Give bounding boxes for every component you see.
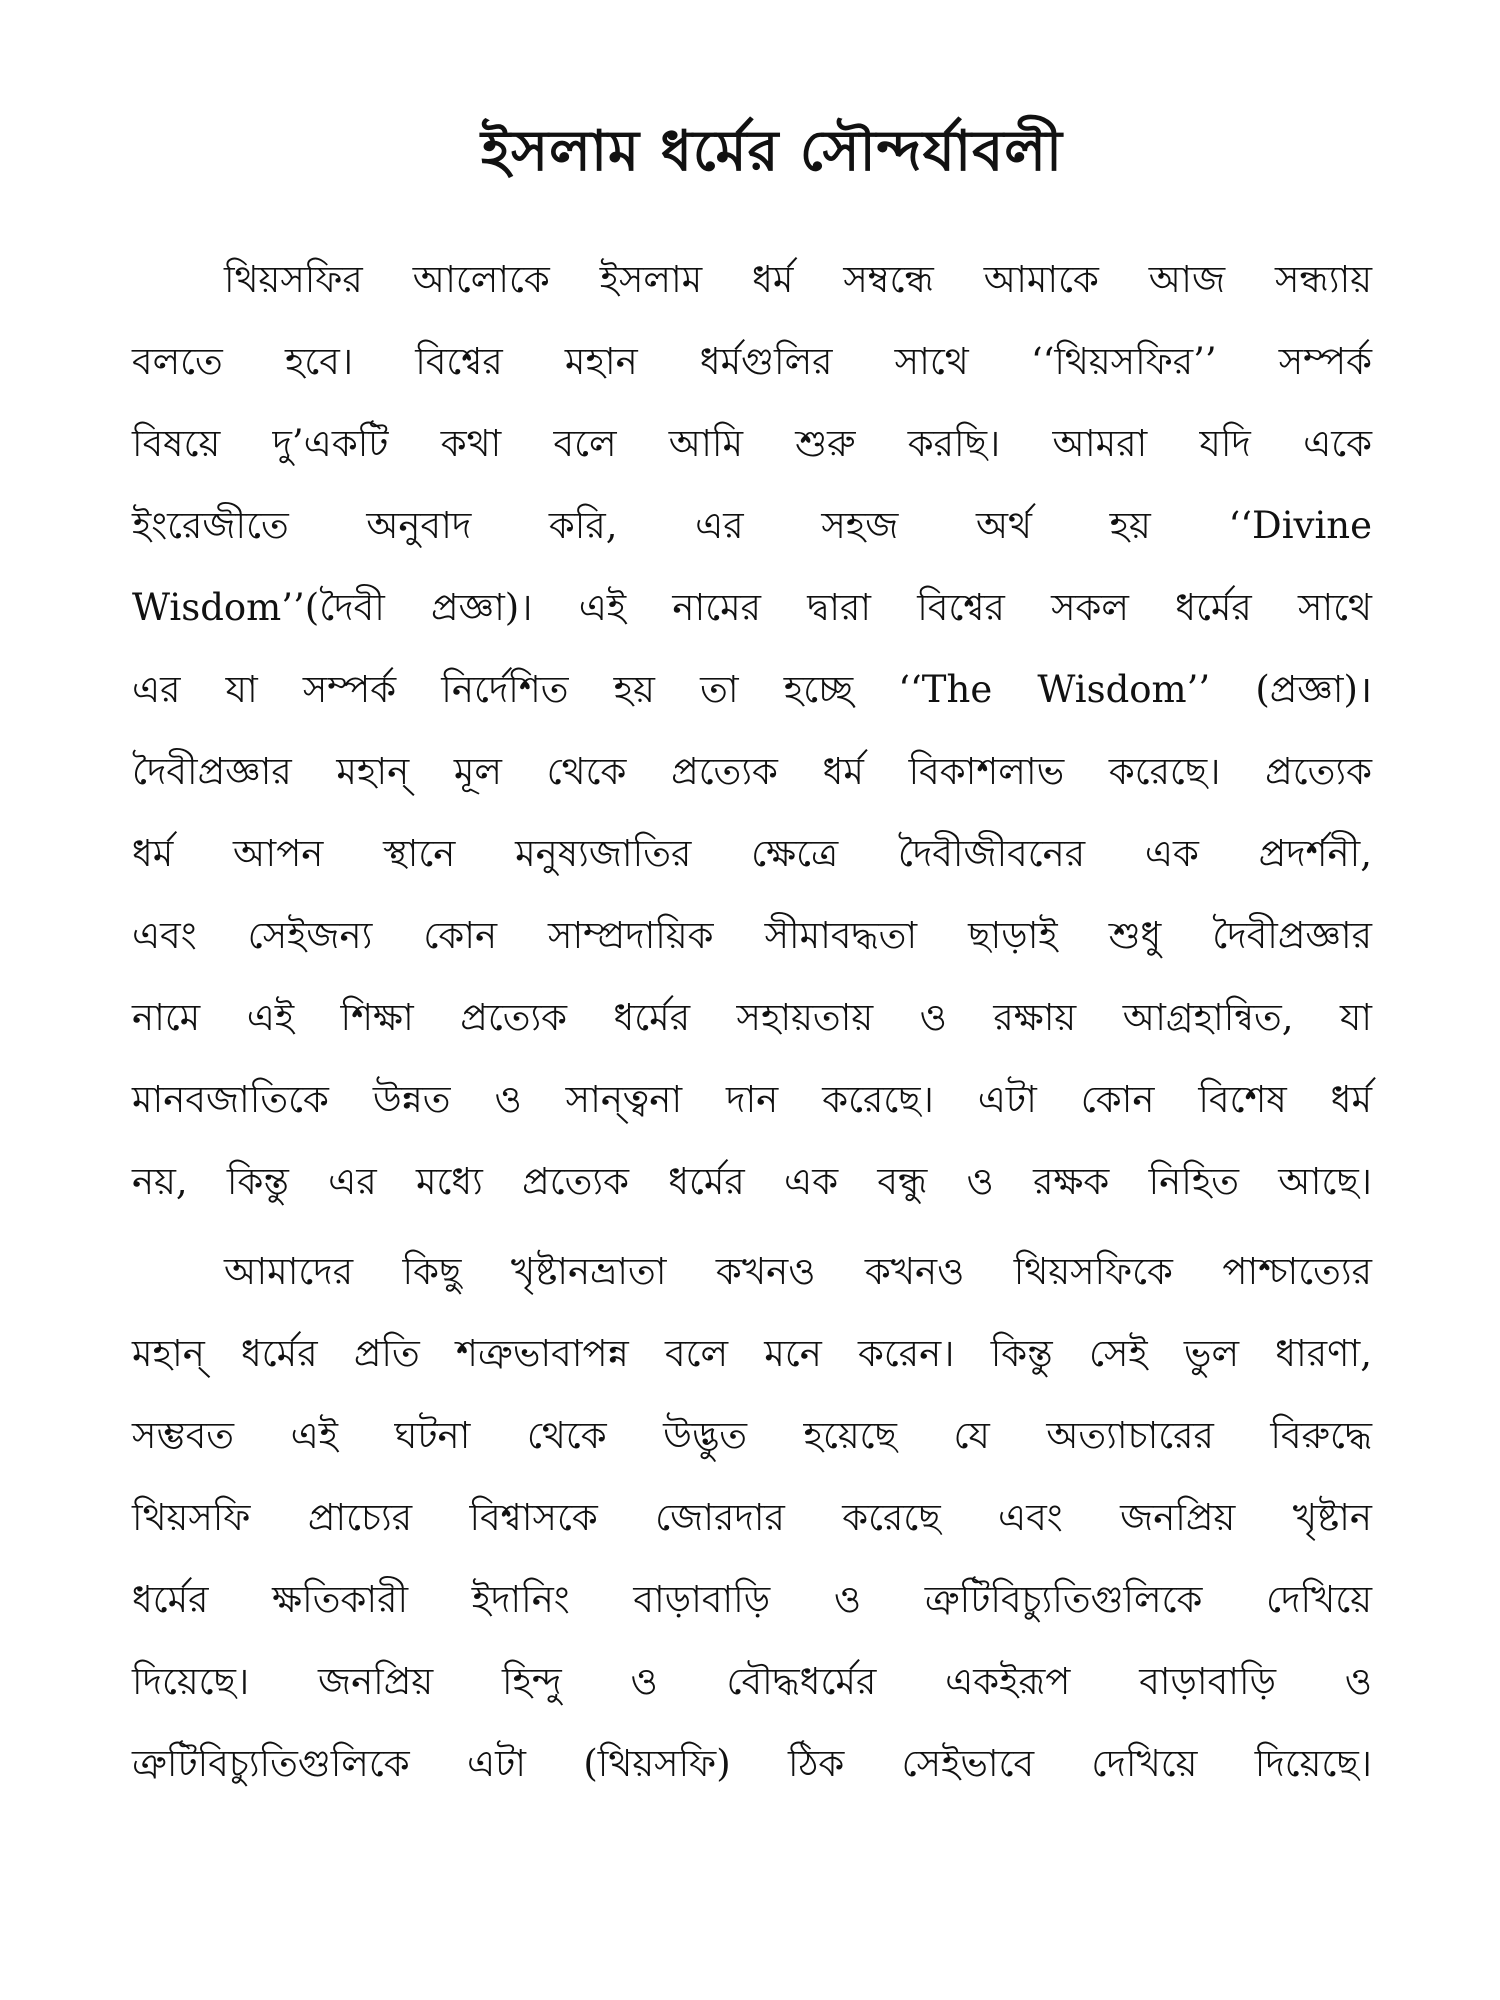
text-line: আমাদের কিছু খৃষ্টানভ্রাতা কখনও কখনও থিয়সফিকে পাশ্চাত্যের <box>224 1250 1372 1294</box>
text-line: এর যা সম্পর্ক নির্দেশিত হয় তা হচ্ছে ‘‘The Wisdom’’ (প্রজ্ঞা)। <box>132 668 1372 712</box>
text-line: দিয়েছে। জনপ্রিয় হিন্দু ও বৌদ্ধধর্মের একইরূপ বাড়াবাড়ি ও <box>132 1660 1372 1704</box>
text-line: ধর্ম আপন স্থানে মনুষ্যজাতির ক্ষেত্রে দৈবীজীবনের এক প্রদর্শনী, <box>132 832 1372 876</box>
text-line: থিয়সফির আলোকে ইসলাম ধর্ম সম্বন্ধে আমাকে আজ সন্ধ্যায় <box>224 258 1372 302</box>
text-line: Wisdom’’(দৈবী প্রজ্ঞা)। এই নামের দ্বারা বিশ্বের সকল ধর্মের সাথে <box>132 586 1372 630</box>
paragraph-1 <box>132 239 1372 1223</box>
text-line: ত্রুটিবিচ্যুতিগুলিকে এটা (থিয়সফি) ঠিক সেইভাবে দেখিয়ে দিয়েছে। <box>132 1742 1372 1786</box>
text-line: থিয়সফি প্রাচ্যের বিশ্বাসকে জোরদার করেছে এবং জনপ্রিয় খৃষ্টান <box>132 1496 1372 1540</box>
text-line: সম্ভবত এই ঘটনা থেকে উদ্ভুত হয়েছে যে অত্যাচারের বিরুদ্ধে <box>132 1414 1372 1458</box>
chapter-title: ইসলাম ধর্মের সৌন্দর্যাবলী <box>480 118 1064 184</box>
text-line: ইংরেজীতে অনুবাদ করি, এর সহজ অর্থ হয় ‘‘Divine <box>132 504 1372 548</box>
text-line: নয়, কিন্তু এর মধ্যে প্রত্যেক ধর্মের এক বন্ধু ও রক্ষক নিহিত আছে। <box>132 1160 1372 1204</box>
text-line: ধর্মের ক্ষতিকারী ইদানিং বাড়াবাড়ি ও ত্রুটিবিচ্যুতিগুলিকে দেখিয়ে <box>132 1578 1372 1622</box>
text-line: দৈবীপ্রজ্ঞার মহান্ মূল থেকে প্রত্যেক ধর্ম বিকাশলাভ করেছে। প্রত্যেক <box>132 750 1372 794</box>
text-line: বলতে হবে। বিশ্বের মহান ধর্মগুলির সাথে ‘‘থিয়সফির’’ সম্পর্ক <box>132 340 1372 384</box>
text-line: বিষয়ে দু’একটি কথা বলে আমি শুরু করছি। আমরা যদি একে <box>132 422 1372 466</box>
paragraph-2 <box>132 1231 1372 1805</box>
text-line: এবং সেইজন্য কোন সাম্প্রদায়িক সীমাবদ্ধতা ছাড়াই শুধু দৈবীপ্রজ্ঞার <box>132 914 1372 958</box>
text-line: মানবজাতিকে উন্নত ও সান্ত্বনা দান করেছে। এটা কোন বিশেষ ধর্ম <box>132 1078 1372 1122</box>
text-line: নামে এই শিক্ষা প্রত্যেক ধর্মের সহায়তায় ও রক্ষায় আগ্রহান্বিত, যা <box>132 996 1372 1040</box>
text-line: মহান্ ধর্মের প্রতি শত্রুভাবাপন্ন বলে মনে করেন। কিন্তু সেই ভুল ধারণা, <box>132 1332 1372 1376</box>
